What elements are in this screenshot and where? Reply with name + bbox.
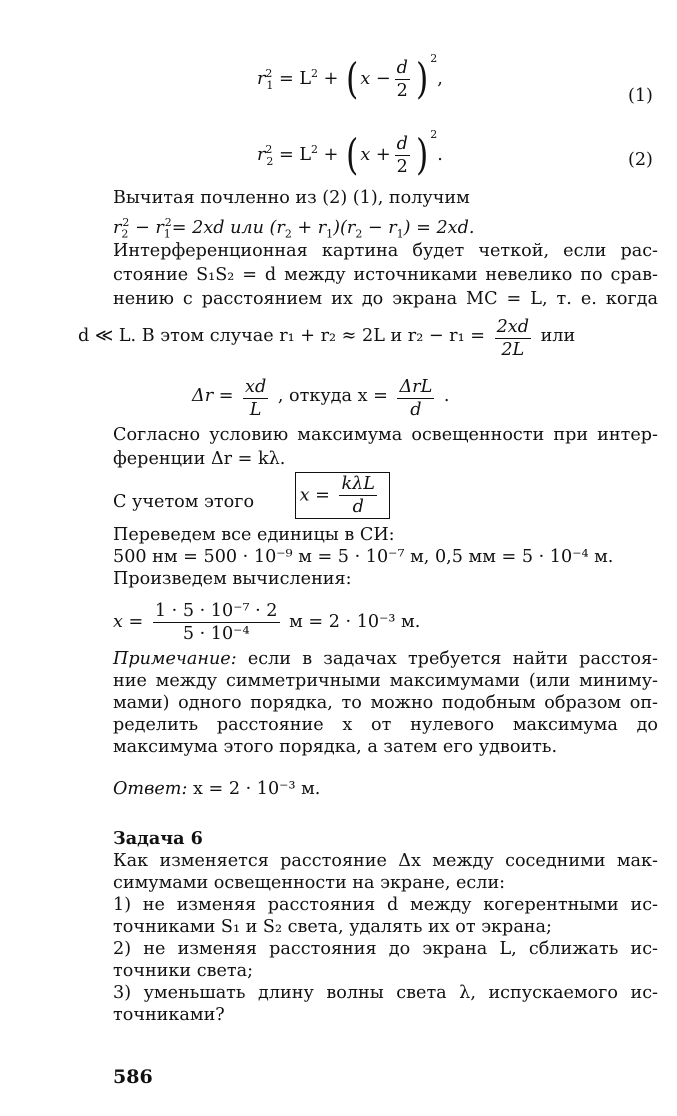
sub-2: 2 — [121, 227, 129, 241]
boxed-result-line — [113, 472, 658, 519]
eq2-lhs: r — [257, 145, 266, 165]
l7-b: , откуда x = — [277, 386, 388, 406]
eq1-inner: x − — [360, 69, 391, 89]
task-line: Как изменяется расстояние Δx между соседними мак- — [113, 851, 658, 871]
note-line-3: мами) одного порядка, то можно подобным образом оп- — [113, 693, 658, 713]
task-line: 1) не изменяя расстояния d между когерентными ис- — [113, 895, 658, 915]
text-line: Переведем все единицы в СИ: — [113, 525, 395, 545]
task-line: точниками? — [113, 1005, 225, 1025]
sup-2: 2 — [122, 216, 130, 229]
eq1-eq-sup: 2 — [311, 67, 319, 81]
task-line: точники света; — [113, 961, 254, 981]
task-line: 2) не изменяя расстояния до экрана L, сближать ис- — [113, 939, 658, 959]
eq1-lhs-sub: 1 — [266, 78, 274, 92]
l7-num1: xd — [245, 377, 267, 397]
eq2-left-paren: ( — [346, 130, 359, 179]
eq2-fraction — [395, 133, 410, 178]
answer-value: x = 2 · 10⁻³ м. — [192, 779, 321, 799]
equation-2 — [257, 128, 443, 178]
l14-a: x = — [113, 612, 144, 632]
note-1: если в задачах требуется найти расстоя- — [247, 649, 659, 669]
task-line: 3) уменьшать длину волны света λ, испускаемого ис- — [113, 983, 658, 1003]
eq2-den: 2 — [395, 155, 410, 178]
sub-2c: 2 — [284, 227, 292, 241]
l10-x: x = — [299, 485, 330, 506]
note-label: Примечание: — [113, 649, 237, 669]
text-line: Произведем вычисления: — [113, 569, 352, 589]
l10-a: С учетом этого — [113, 491, 255, 512]
l7-num2: ΔrL — [399, 377, 433, 397]
sup-2b: 2 — [164, 216, 172, 229]
eq1-fraction — [395, 57, 410, 102]
eq1-lhs-sup: 2 — [265, 67, 273, 81]
eq2-plus: + — [323, 145, 339, 165]
l2-r1: r — [155, 217, 164, 238]
eq1-lhs: r — [257, 69, 266, 89]
eq2-eq-sup: 2 — [311, 143, 319, 157]
eq1-tail: , — [437, 69, 443, 89]
note-line-4: ределить расстояние x от нулевого максимума до — [113, 715, 658, 735]
eq1-num: d — [396, 57, 408, 78]
l10-num: kλL — [341, 474, 375, 494]
l6-num: 2xd — [496, 317, 529, 337]
eq1-left-paren: ( — [346, 54, 359, 103]
boxed-formula — [295, 472, 390, 519]
l2-b: 2xd или (r — [192, 217, 285, 238]
l7-c: . — [443, 386, 450, 406]
l7-a: Δr = — [192, 386, 234, 406]
eq1-eq: = L — [279, 69, 312, 89]
l2-c: + r — [291, 217, 327, 238]
eq1-plus: + — [323, 69, 339, 89]
calculation-line — [113, 600, 658, 645]
l2-f: ) = 2xd. — [403, 217, 475, 238]
sub-1d: 1 — [396, 227, 404, 241]
l7-fraction-2 — [397, 376, 434, 421]
l14-num: 1 · 5 · 10⁻⁷ · 2 — [154, 601, 278, 621]
text-line: Согласно условию максимума освещенности при интер- — [113, 425, 658, 445]
task-line: точниками S₁ и S₂ света, удалять их от экрана; — [113, 917, 552, 937]
eq2-inner: x + — [360, 145, 391, 165]
text-line: стояние S₁S₂ = d между источниками невелико по срав- — [113, 265, 658, 285]
l6-den: 2L — [495, 338, 531, 361]
text-line: нению с расстоянием их до экрана MC = L, т. е. когда — [113, 289, 658, 309]
l2-e: − r — [362, 217, 397, 238]
l14-fraction — [153, 600, 280, 645]
eq1-den: 2 — [395, 79, 410, 102]
l6-b: или — [540, 326, 576, 346]
l10-den: d — [339, 495, 377, 518]
l6-a: d ≪ L. В этом случае r₁ + r₂ ≈ 2L и r₂ − r₁ = — [78, 326, 485, 346]
sub-1c: 1 — [326, 227, 334, 241]
note-line-5: максимума этого порядка, а затем его удвоить. — [113, 737, 558, 757]
answer-line — [113, 778, 658, 800]
eq2-num: d — [396, 133, 408, 154]
equation-2-number: (2) — [628, 150, 653, 170]
l10-fraction — [339, 473, 377, 518]
sub-1: 1 — [163, 227, 171, 241]
note-line-2: ние между симметричными максимумами (или миниму- — [113, 671, 658, 691]
note-line-1 — [113, 648, 658, 670]
text-line: Интерференционная картина будет четкой, если рас- — [113, 241, 658, 261]
eq2-eq: = L — [279, 145, 312, 165]
condition-line — [78, 316, 658, 361]
l7-den1: L — [243, 398, 268, 421]
task-title: Задача 6 — [113, 828, 203, 849]
equation-1-number: (1) — [628, 86, 653, 106]
difference-equation: $r_2^2 - r_1^2= 2xd$ или $(r_2 + r_1)(r_2 - r_1) = 2xd$. — [113, 216, 475, 241]
eq2-lhs-sub: 2 — [266, 154, 274, 168]
text-line: 500 нм = 500 · 10⁻⁹ м = 5 · 10⁻⁷ м, 0,5 мм = 5 · 10⁻⁴ м. — [113, 547, 614, 567]
eq1-right-paren: ) — [415, 54, 429, 103]
l2-d: )(r — [333, 217, 356, 238]
l14-b: м = 2 · 10⁻³ м. — [289, 612, 421, 632]
eq1-outer-sup: 2 — [430, 52, 438, 65]
l2-r2: r — [113, 217, 122, 238]
eq2-tail: . — [437, 145, 443, 165]
eq2-lhs-sup: 2 — [265, 143, 273, 157]
l6-fraction — [495, 316, 531, 361]
eq2-right-paren: ) — [415, 130, 429, 179]
l7-fraction-1 — [243, 376, 268, 421]
text-line: Вычитая почленно из (2) (1), получим — [113, 188, 470, 208]
delta-r-line — [192, 376, 632, 421]
sub-2d: 2 — [355, 227, 363, 241]
task-line: симумами освещенности на экране, если: — [113, 873, 506, 893]
eq2-outer-sup: 2 — [430, 128, 438, 141]
l14-den: 5 · 10⁻⁴ — [153, 622, 280, 645]
equation-1 — [257, 52, 443, 102]
l7-den2: d — [397, 398, 434, 421]
answer-label: Ответ: — [113, 779, 188, 799]
page-number: 586 — [113, 1066, 153, 1088]
text-line: ференции Δr = kλ. — [113, 449, 286, 469]
